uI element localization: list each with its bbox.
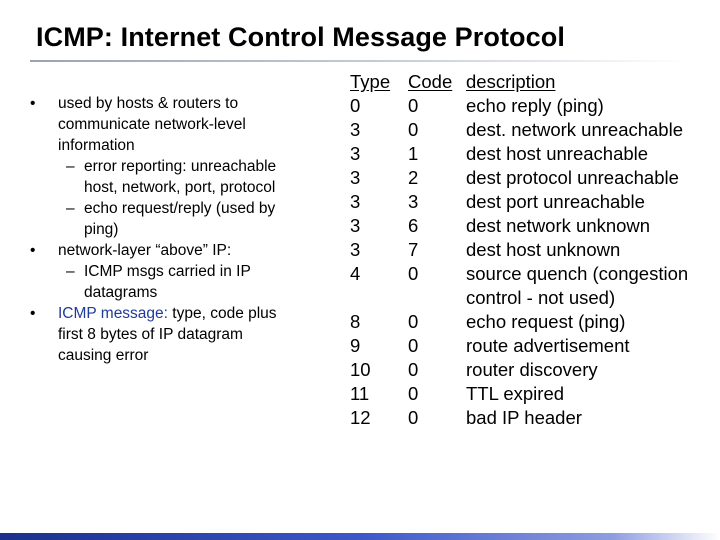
sub-bullet-text: host, network, port, protocol <box>84 179 276 196</box>
bullet-text: information <box>58 137 135 154</box>
sub-bullet-item <box>28 261 328 303</box>
bullet-text: used by hosts & routers to <box>58 95 239 112</box>
bullet-marker: • <box>30 242 36 259</box>
sub-bullet-text: echo request/reply (used by <box>84 200 276 217</box>
cell-description: route advertisement <box>466 335 630 356</box>
sub-bullet-item <box>28 198 328 240</box>
cell-code: 7 <box>408 239 419 260</box>
bullet-text: first 8 bytes of IP datagram <box>58 326 243 343</box>
cell-description: dest host unknown <box>466 239 621 260</box>
title-divider <box>30 60 690 62</box>
cell-type: 0 <box>350 95 361 116</box>
cell-type: 8 <box>350 311 361 332</box>
bullet-item <box>28 93 328 156</box>
cell-type: 10 <box>350 359 371 380</box>
sub-bullet-marker: – <box>66 158 75 175</box>
cell-description: dest port unreachable <box>466 191 645 212</box>
sub-bullet-text: datagrams <box>84 284 158 301</box>
cell-code: 0 <box>408 119 419 140</box>
cell-description: dest network unknown <box>466 215 651 236</box>
cell-code: 1 <box>408 143 419 164</box>
cell-type: 3 <box>350 119 361 140</box>
sub-bullet-text: error reporting: unreachable <box>84 158 277 175</box>
cell-description: TTL expired <box>466 383 565 404</box>
column-header-description: description <box>466 71 556 92</box>
cell-description: bad IP header <box>466 407 582 428</box>
cell-code: 0 <box>408 359 419 380</box>
cell-type: 12 <box>350 407 371 428</box>
cell-description: source quench (congestion <box>466 263 689 284</box>
cell-code: 0 <box>408 95 419 116</box>
cell-type: 3 <box>350 167 361 188</box>
cell-description: dest. network unreachable <box>466 119 683 140</box>
cell-type: 9 <box>350 335 361 356</box>
cell-type: 3 <box>350 143 361 164</box>
cell-type: 4 <box>350 263 361 284</box>
bullet-item <box>28 240 328 261</box>
cell-description: router discovery <box>466 359 598 380</box>
cell-description: dest host unreachable <box>466 143 649 164</box>
cell-type: 11 <box>350 383 370 404</box>
cell-code: 6 <box>408 215 419 236</box>
cell-description: echo request (ping) <box>466 311 626 332</box>
sub-bullet-marker: – <box>66 200 75 217</box>
cell-code: 0 <box>408 263 419 284</box>
bullet-text: network-layer “above” IP: <box>58 242 232 259</box>
bullet-text: type, code plus <box>167 305 277 322</box>
cell-type: 3 <box>350 239 361 260</box>
cell-code: 0 <box>408 383 419 404</box>
sub-bullet-text: ping) <box>84 221 119 238</box>
cell-description: control - not used) <box>466 287 616 308</box>
bullet-text: communicate network-level <box>58 116 246 133</box>
highlighted-term: ICMP message: <box>58 305 168 322</box>
sub-bullet-text: ICMP msgs carried in IP <box>84 263 251 280</box>
cell-code: 2 <box>408 167 419 188</box>
cell-description: echo reply (ping) <box>466 95 604 116</box>
bullet-item <box>28 303 328 366</box>
cell-code: 0 <box>408 335 419 356</box>
cell-code: 0 <box>408 311 419 332</box>
sub-bullet-item <box>28 156 328 198</box>
cell-type: 3 <box>350 215 361 236</box>
cell-description: dest protocol unreachable <box>466 167 679 188</box>
slide-title: ICMP: Internet Control Message Protocol <box>36 22 565 52</box>
bullet-text: causing error <box>58 347 149 364</box>
cell-type: 3 <box>350 191 361 212</box>
column-header-type: Type <box>350 71 391 92</box>
bullet-marker: • <box>30 95 36 112</box>
footer-bar <box>0 533 720 540</box>
bullet-list <box>28 93 328 366</box>
column-header-code: Code <box>408 71 453 92</box>
bullet-marker: • <box>30 305 36 322</box>
cell-code: 0 <box>408 407 419 428</box>
cell-code: 3 <box>408 191 419 212</box>
sub-bullet-marker: – <box>66 263 75 280</box>
